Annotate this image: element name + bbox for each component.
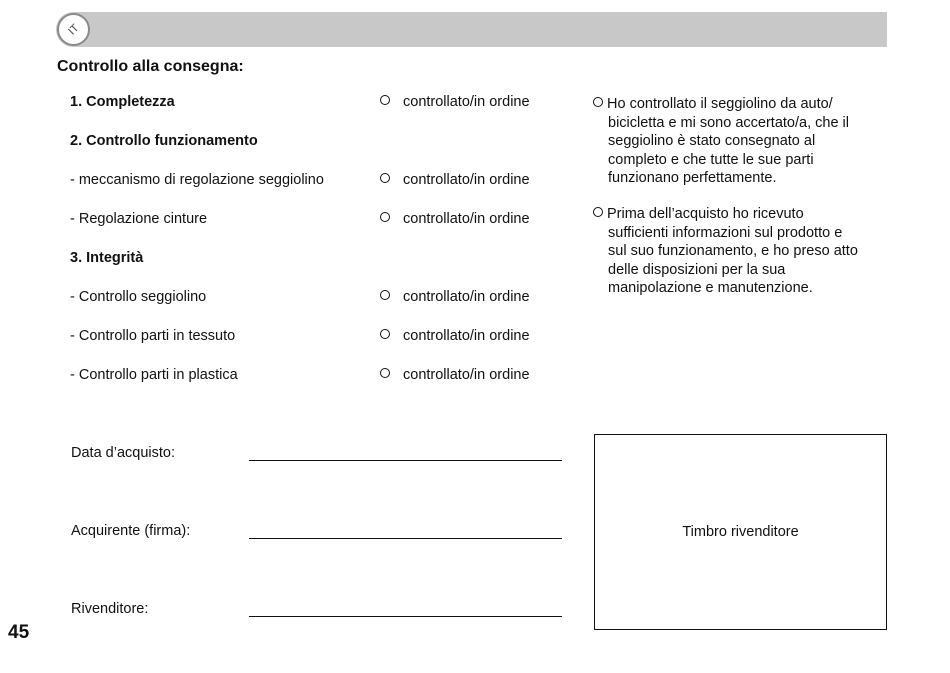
checklist-heading-integrita: 3. Integrità bbox=[70, 250, 144, 266]
statement-consegna: Ho controllato il seggiolino da auto/ bicicletta e mi sono accertato/a, che il seggiolino è stato consegnato al completo e che tutte le sue parti funzionano perfettamente. bbox=[593, 95, 888, 188]
checklist-item-plastica: - Controllo parti in plastica bbox=[70, 367, 238, 383]
stamp-label: Timbro rivenditore bbox=[682, 524, 799, 540]
checklist-status[interactable]: controllato/in ordine bbox=[380, 172, 530, 188]
checklist-status[interactable]: controllato/in ordine bbox=[380, 367, 530, 383]
checkbox-circle-icon[interactable] bbox=[380, 212, 390, 222]
checklist-status[interactable]: controllato/in ordine bbox=[380, 289, 530, 305]
language-badge bbox=[57, 13, 90, 46]
checklist-status[interactable]: controllato/in ordine bbox=[380, 328, 530, 344]
statement-informazioni: Prima dell’acquisto ho ricevuto sufficienti informazioni sul prodotto e sul suo funzionamento, e ho preso atto delle disposizioni per la sua manipolazione e manutenzione. bbox=[593, 205, 888, 298]
field-label-rivenditore: Rivenditore: bbox=[71, 601, 149, 617]
checkbox-circle-icon[interactable] bbox=[380, 173, 390, 183]
checklist-item-meccanismo: - meccanismo di regolazione seggiolino bbox=[70, 172, 324, 188]
dealer-input-line[interactable] bbox=[249, 601, 562, 617]
checkbox-circle-icon[interactable] bbox=[593, 207, 603, 217]
header-bar bbox=[56, 12, 887, 47]
checklist-item-completezza: 1. Completezza bbox=[70, 94, 175, 110]
checklist-item-cinture: - Regolazione cinture bbox=[70, 211, 208, 227]
checkbox-circle-icon[interactable] bbox=[593, 97, 603, 107]
language-code: IT bbox=[65, 21, 82, 38]
field-label-acquirente: Acquirente (firma): bbox=[71, 523, 191, 539]
checklist-heading-funzionamento: 2. Controllo funzionamento bbox=[70, 133, 258, 149]
field-label-data-acquisto: Data d’acquisto: bbox=[71, 445, 175, 461]
checklist-item-tessuto: - Controllo parti in tessuto bbox=[70, 328, 236, 344]
checkbox-circle-icon[interactable] bbox=[380, 95, 390, 105]
checkbox-circle-icon[interactable] bbox=[380, 368, 390, 378]
date-input-line[interactable] bbox=[249, 445, 562, 461]
checkbox-circle-icon[interactable] bbox=[380, 329, 390, 339]
checklist-item-seggiolino: - Controllo seggiolino bbox=[70, 289, 207, 305]
section-title: Controllo alla consegna: bbox=[57, 58, 244, 75]
checklist-status[interactable]: controllato/in ordine bbox=[380, 211, 530, 227]
checklist-status[interactable]: controllato/in ordine bbox=[380, 94, 530, 110]
dealer-stamp-box[interactable] bbox=[594, 434, 887, 630]
checkbox-circle-icon[interactable] bbox=[380, 290, 390, 300]
buyer-signature-line[interactable] bbox=[249, 523, 562, 539]
page-number: 45 bbox=[8, 622, 30, 643]
